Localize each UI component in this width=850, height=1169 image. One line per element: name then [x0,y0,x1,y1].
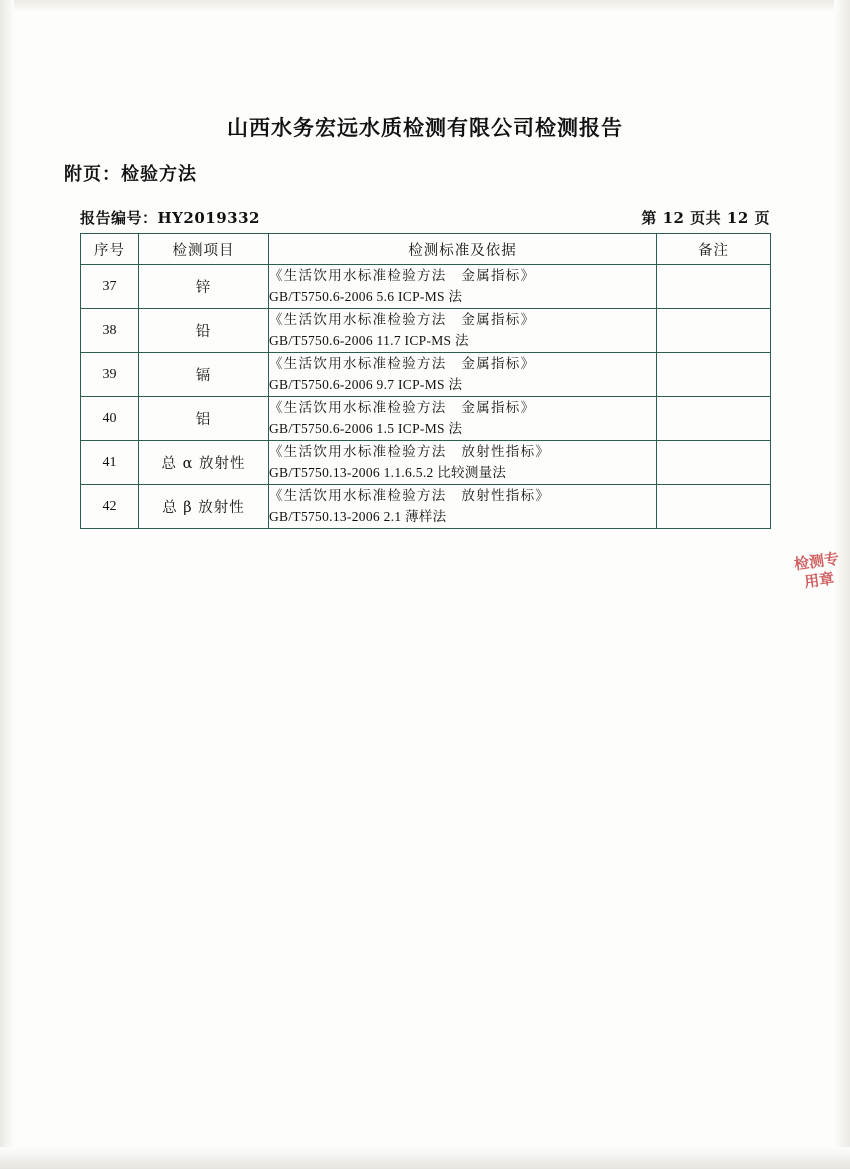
report-meta [80,207,770,228]
column-header-remark: 备注 [657,234,771,265]
scan-edge-bottom [0,1147,850,1169]
cell-remark [657,485,771,529]
cell-remark [657,441,771,485]
table-row [81,265,771,309]
standard-line-2: GB/T5750.13-2006 2.1 薄样法 [269,508,447,524]
cell-standard [269,397,657,441]
cell-standard [269,441,657,485]
scan-edge-left [0,0,14,1169]
standard-line-2: GB/T5750.6-2006 9.7 ICP-MS 法 [269,376,463,392]
cell-remark [657,397,771,441]
cell-standard [269,485,657,529]
page-number: 第 12 页共 12 页 [641,209,770,227]
cell-no: 37 [81,265,139,309]
cell-remark [657,265,771,309]
cell-item: 铝 [139,397,269,441]
cell-no: 39 [81,353,139,397]
cell-no: 38 [81,309,139,353]
table-row [81,397,771,441]
report-number: 报告编号：HY2019332 [80,209,260,227]
page-subtitle: 附页：检验方法 [64,164,197,185]
cell-no: 42 [81,485,139,529]
cell-remark [657,309,771,353]
standard-line-2: GB/T5750.6-2006 5.6 ICP-MS 法 [269,288,463,304]
standard-line-2: GB/T5750.6-2006 11.7 ICP-MS 法 [269,332,469,348]
standard-line-2: GB/T5750.13-2006 1.1.6.5.2 比较测量法 [269,464,507,480]
table-row [81,309,771,353]
cell-item: 锌 [139,265,269,309]
standard-line-1: 《生活饮用水标准检验方法 放射性指标》 [269,488,551,505]
standard-line-1: 《生活饮用水标准检验方法 金属指标》 [269,400,536,417]
table-header-row [81,234,771,265]
standard-line-2: GB/T5750.6-2006 1.5 ICP-MS 法 [269,420,463,436]
scan-edge-top [0,0,850,12]
standard-line-1: 《生活饮用水标准检验方法 金属指标》 [269,268,536,285]
test-method-table [80,233,771,529]
cell-standard [269,353,657,397]
cell-no: 41 [81,441,139,485]
column-header-standard: 检测标准及依据 [269,234,657,265]
cell-item: 总 β 放射性 [139,485,269,529]
seal-text: 检测专用章 [793,549,841,592]
table-row [81,441,771,485]
standard-line-1: 《生活饮用水标准检验方法 金属指标》 [269,312,536,329]
standard-line-1: 《生活饮用水标准检验方法 金属指标》 [269,356,536,373]
page-title: 山西水务宏远水质检测有限公司检测报告 [227,115,623,140]
table-row [81,353,771,397]
cell-item: 总 α 放射性 [139,441,269,485]
cell-item: 铅 [139,309,269,353]
cell-item: 镉 [139,353,269,397]
column-header-no: 序号 [81,234,139,265]
cell-standard [269,265,657,309]
table-row [81,485,771,529]
cell-remark [657,353,771,397]
cell-standard [269,309,657,353]
standard-line-1: 《生活饮用水标准检验方法 放射性指标》 [269,444,551,461]
cell-no: 40 [81,397,139,441]
column-header-item: 检测项目 [139,234,269,265]
